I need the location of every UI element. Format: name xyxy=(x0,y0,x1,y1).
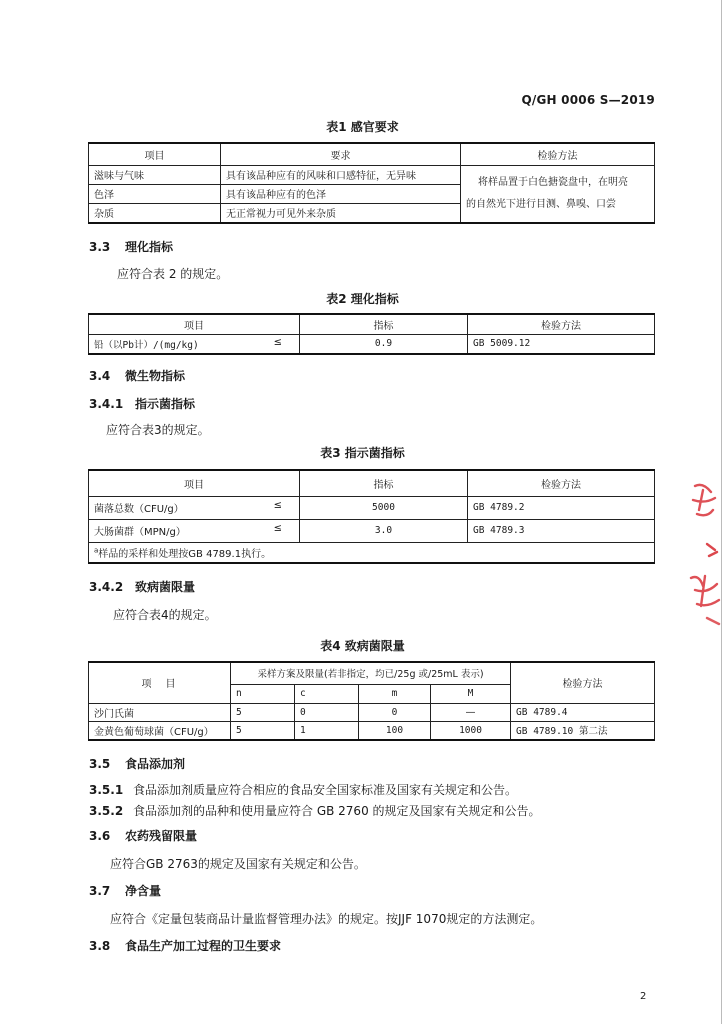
section-text: 应符合表4的规定。 xyxy=(113,608,217,622)
table3-cell-item xyxy=(89,519,300,542)
table4-header-item: 项 目 xyxy=(89,662,231,703)
section-number: 3.3 xyxy=(89,240,111,254)
table4-cell-c: 1 xyxy=(295,721,359,740)
table1-cell-req: 具有该品种应有的色泽 xyxy=(221,184,461,203)
section-number: 3.5 xyxy=(89,757,111,771)
table4-sub-m: m xyxy=(359,684,431,703)
table1-cell-item: 色泽 xyxy=(89,184,221,203)
table4-pathogen-limits xyxy=(88,661,655,741)
subsection-text: 食品添加剂的品种和使用量应符合 GB 2760 的规定及国家有关规定和公告。 xyxy=(133,804,541,818)
page-number: 2 xyxy=(640,991,647,1002)
table1-cell-req: 具有该品种应有的风味和口感特征，无异味 xyxy=(221,165,461,184)
section-heading xyxy=(89,882,161,899)
table4-cell-item: 沙门氏菌 xyxy=(89,703,231,721)
table1-method-line: 的自然光下进行目测、鼻嗅、口尝 xyxy=(466,198,616,210)
section-number: 3.4.1 xyxy=(89,397,124,411)
table1-cell-item: 杂质 xyxy=(89,203,221,223)
section-title: 农药残留限量 xyxy=(125,829,198,843)
table2-header-method: 检验方法 xyxy=(468,314,655,334)
table2-cell-value: 0.9 xyxy=(300,334,468,354)
table1-sensory xyxy=(88,142,655,224)
section-text: 应符合表3的规定。 xyxy=(106,423,210,437)
table2-cell-item xyxy=(89,334,300,354)
section-title: 食品生产加工过程的卫生要求 xyxy=(125,939,282,953)
section-text: 应符合表 2 的规定。 xyxy=(117,267,229,281)
table3-cell-value: 3.0 xyxy=(300,519,468,542)
section-heading xyxy=(89,395,195,412)
section-heading xyxy=(89,578,195,595)
section-title: 净含量 xyxy=(125,884,162,898)
section-number: 3.6 xyxy=(89,829,111,843)
table3-cell-value: 5000 xyxy=(300,496,468,519)
subsection-number: 3.5.2 xyxy=(89,804,124,818)
table1-method-line: 将样品置于白色搪瓷盘中，在明亮 xyxy=(478,176,628,188)
item-label: 菌落总数（CFU/g） xyxy=(94,504,184,515)
table4-caption: 表4 致病菌限量 xyxy=(320,639,405,653)
section-title: 微生物指标 xyxy=(125,369,186,383)
table4-cell-M: 1000 xyxy=(431,721,511,740)
table2-caption: 表2 理化指标 xyxy=(326,292,399,306)
table3-header-item: 项目 xyxy=(89,470,300,496)
table4-cell-item: 金黄色葡萄球菌（CFU/g） xyxy=(89,721,231,740)
note-text: 样品的采样和处理按GB 4789.1执行。 xyxy=(98,548,272,560)
table2-physicochemical xyxy=(88,313,655,355)
table4-cell-c: 0 xyxy=(295,703,359,721)
section-number: 3.7 xyxy=(89,884,111,898)
section-number: 3.8 xyxy=(89,939,111,953)
table1-header-method: 检验方法 xyxy=(461,143,655,165)
table3-indicator-bacteria xyxy=(88,469,655,564)
scan-edge xyxy=(721,0,722,1024)
section-title: 食品添加剂 xyxy=(125,757,186,771)
section-number: 3.4.2 xyxy=(89,580,124,594)
table4-cell-method: GB 4789.4 xyxy=(511,703,655,721)
table4-cell-M: — xyxy=(431,703,511,721)
table4-cell-method: GB 4789.10 第二法 xyxy=(511,721,655,740)
table3-note: $^a$样品的采样和处理按GB 4789.1执行。 xyxy=(89,542,655,563)
table1-cell-method xyxy=(461,165,655,223)
subsection-line xyxy=(89,802,541,819)
section-title: 指示菌指标 xyxy=(135,397,196,411)
subsection-number: 3.5.1 xyxy=(89,783,124,797)
section-heading xyxy=(89,367,185,384)
table3-caption: 表3 指示菌指标 xyxy=(320,446,405,460)
table3-header-method: 检验方法 xyxy=(468,470,655,496)
item-label: 大肠菌群（MPN/g） xyxy=(94,527,186,538)
section-heading xyxy=(89,827,197,844)
table4-cell-m: 0 xyxy=(359,703,431,721)
table2-header-item: 项目 xyxy=(89,314,300,334)
table2-cell-method: GB 5009.12 xyxy=(468,334,655,354)
subsection-line xyxy=(89,781,517,798)
operator: ≤ xyxy=(273,523,282,534)
section-title: 致病菌限量 xyxy=(135,580,196,594)
table3-header-value: 指标 xyxy=(300,470,468,496)
section-number: 3.4 xyxy=(89,369,111,383)
table4-sub-n: n xyxy=(231,684,295,703)
table4-cell-m: 100 xyxy=(359,721,431,740)
section-heading xyxy=(89,755,185,772)
red-seal-stamp xyxy=(683,478,723,628)
table3-cell-method: GB 4789.2 xyxy=(468,496,655,519)
table4-header-plan: 采样方案及限量(若非指定，均已/25g 或/25mL 表示) xyxy=(231,662,511,684)
table1-header-req: 要求 xyxy=(221,143,461,165)
table3-cell-item xyxy=(89,496,300,519)
document-code: Q/GH 0006 S—2019 xyxy=(521,93,655,107)
table4-sub-M: M xyxy=(431,684,511,703)
table4-cell-n: 5 xyxy=(231,721,295,740)
table3-cell-method: GB 4789.3 xyxy=(468,519,655,542)
table2-header-value: 指标 xyxy=(300,314,468,334)
section-heading xyxy=(89,238,173,255)
table1-header-item: 项目 xyxy=(89,143,221,165)
table4-sub-c: c xyxy=(295,684,359,703)
operator: ≤ xyxy=(273,500,282,511)
table1-cell-item: 滋味与气味 xyxy=(89,165,221,184)
section-text: 应符合GB 2763的规定及国家有关规定和公告。 xyxy=(110,857,366,871)
table1-caption: 表1 感官要求 xyxy=(326,120,399,134)
table4-header-method: 检验方法 xyxy=(511,662,655,703)
subsection-text: 食品添加剂质量应符合相应的食品安全国家标准及国家有关规定和公告。 xyxy=(133,783,518,797)
operator: ≤ xyxy=(273,336,282,348)
table1-cell-req: 无正常视力可见外来杂质 xyxy=(221,203,461,223)
item-label: 铅（以Pb计）/(mg/kg) xyxy=(94,339,199,351)
section-text: 应符合《定量包装商品计量监督管理办法》的规定。按JJF 1070规定的方法测定。 xyxy=(110,912,543,926)
table4-cell-n: 5 xyxy=(231,703,295,721)
section-title: 理化指标 xyxy=(125,240,174,254)
section-heading xyxy=(89,937,281,954)
